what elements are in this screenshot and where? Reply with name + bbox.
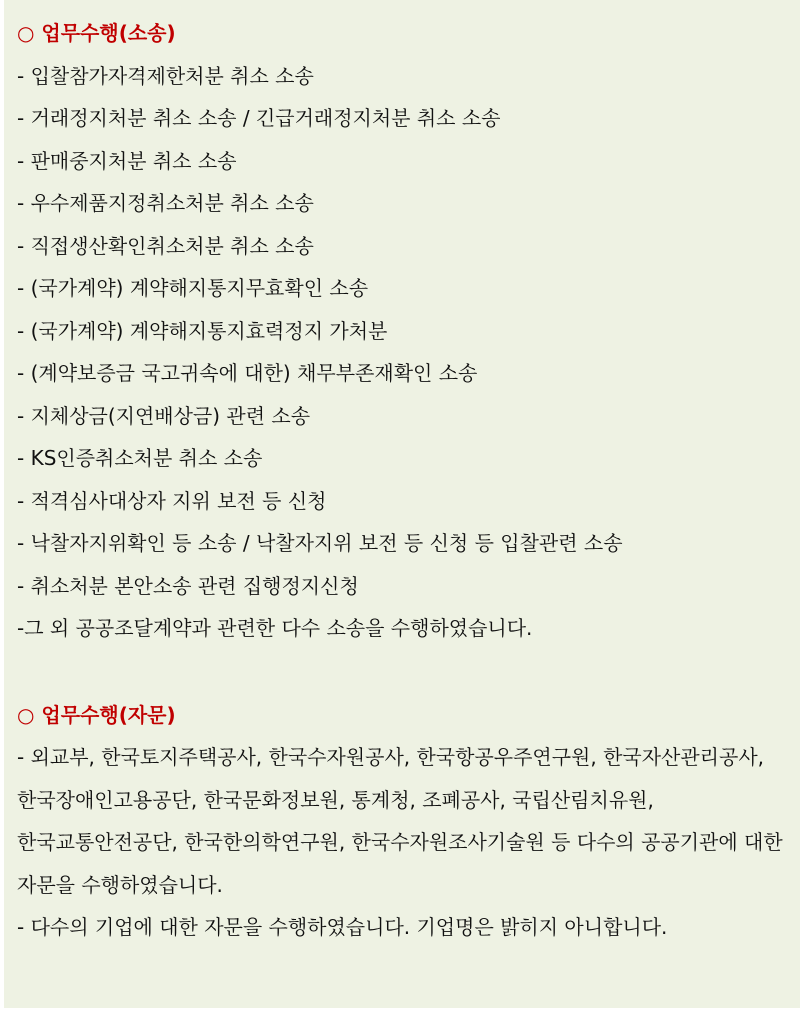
- litigation-item: - 적격심사대상자 지위 보전 등 신청: [17, 488, 327, 513]
- advisory-paragraph-private: - 다수의 기업에 대한 자문을 수행하였습니다. 기업명은 밝히지 아니합니다.: [17, 915, 668, 939]
- litigation-item: - (국가계약) 계약해지통지무효확인 소송: [17, 276, 369, 300]
- litigation-item: - 입찰참가자격제한처분 취소 소송: [17, 63, 314, 88]
- content-panel: [4, 0, 800, 1008]
- litigation-item: - 판매중지처분 취소 소송: [17, 148, 237, 173]
- section-heading-litigation: ○ 업무수행(소송): [17, 21, 176, 45]
- litigation-item: - 지체상금(지연배상금) 관련 소송: [17, 403, 311, 428]
- section-spacer: [17, 650, 800, 694]
- litigation-item: - 우수제품지정취소처분 취소 소송: [17, 191, 314, 215]
- litigation-item: - 거래정지처분 취소 소송 / 긴급거래정지처분 취소 소송: [17, 106, 501, 130]
- litigation-item: - (국가계약) 계약해지통지효력정지 가처분: [17, 318, 388, 343]
- litigation-item: - 취소처분 본안소송 관련 집행정지신청: [17, 573, 359, 598]
- advisory-paragraph-public: - 외교부, 한국토지주택공사, 한국수자원공사, 한국항공우주연구원, 한국자산관리공사, 한국장애인고용공단, 한국문화정보원, 통계청, 조폐공사, 국립산림치유원, 한국교통안전공단, 한국한의학연구원, 한국수자원조사기술원 등 다수의 공공기관에 대한 자문을 수행하였습니다.: [17, 745, 783, 897]
- litigation-item: - KS인증취소처분 취소 소송: [17, 446, 263, 470]
- litigation-item: - 직접생산확인취소처분 취소 소송: [17, 233, 314, 258]
- litigation-item: - (계약보증금 국고귀속에 대한) 채무부존재확인 소송: [17, 361, 478, 385]
- litigation-item: -그 외 공공조달계약과 관련한 다수 소송을 수행하였습니다.: [17, 616, 533, 640]
- section-heading-advisory: ○ 업무수행(자문): [17, 702, 176, 727]
- litigation-item: - 낙찰자지위확인 등 소송 / 낙찰자지위 보전 등 신청 등 입찰관련 소송: [17, 531, 623, 555]
